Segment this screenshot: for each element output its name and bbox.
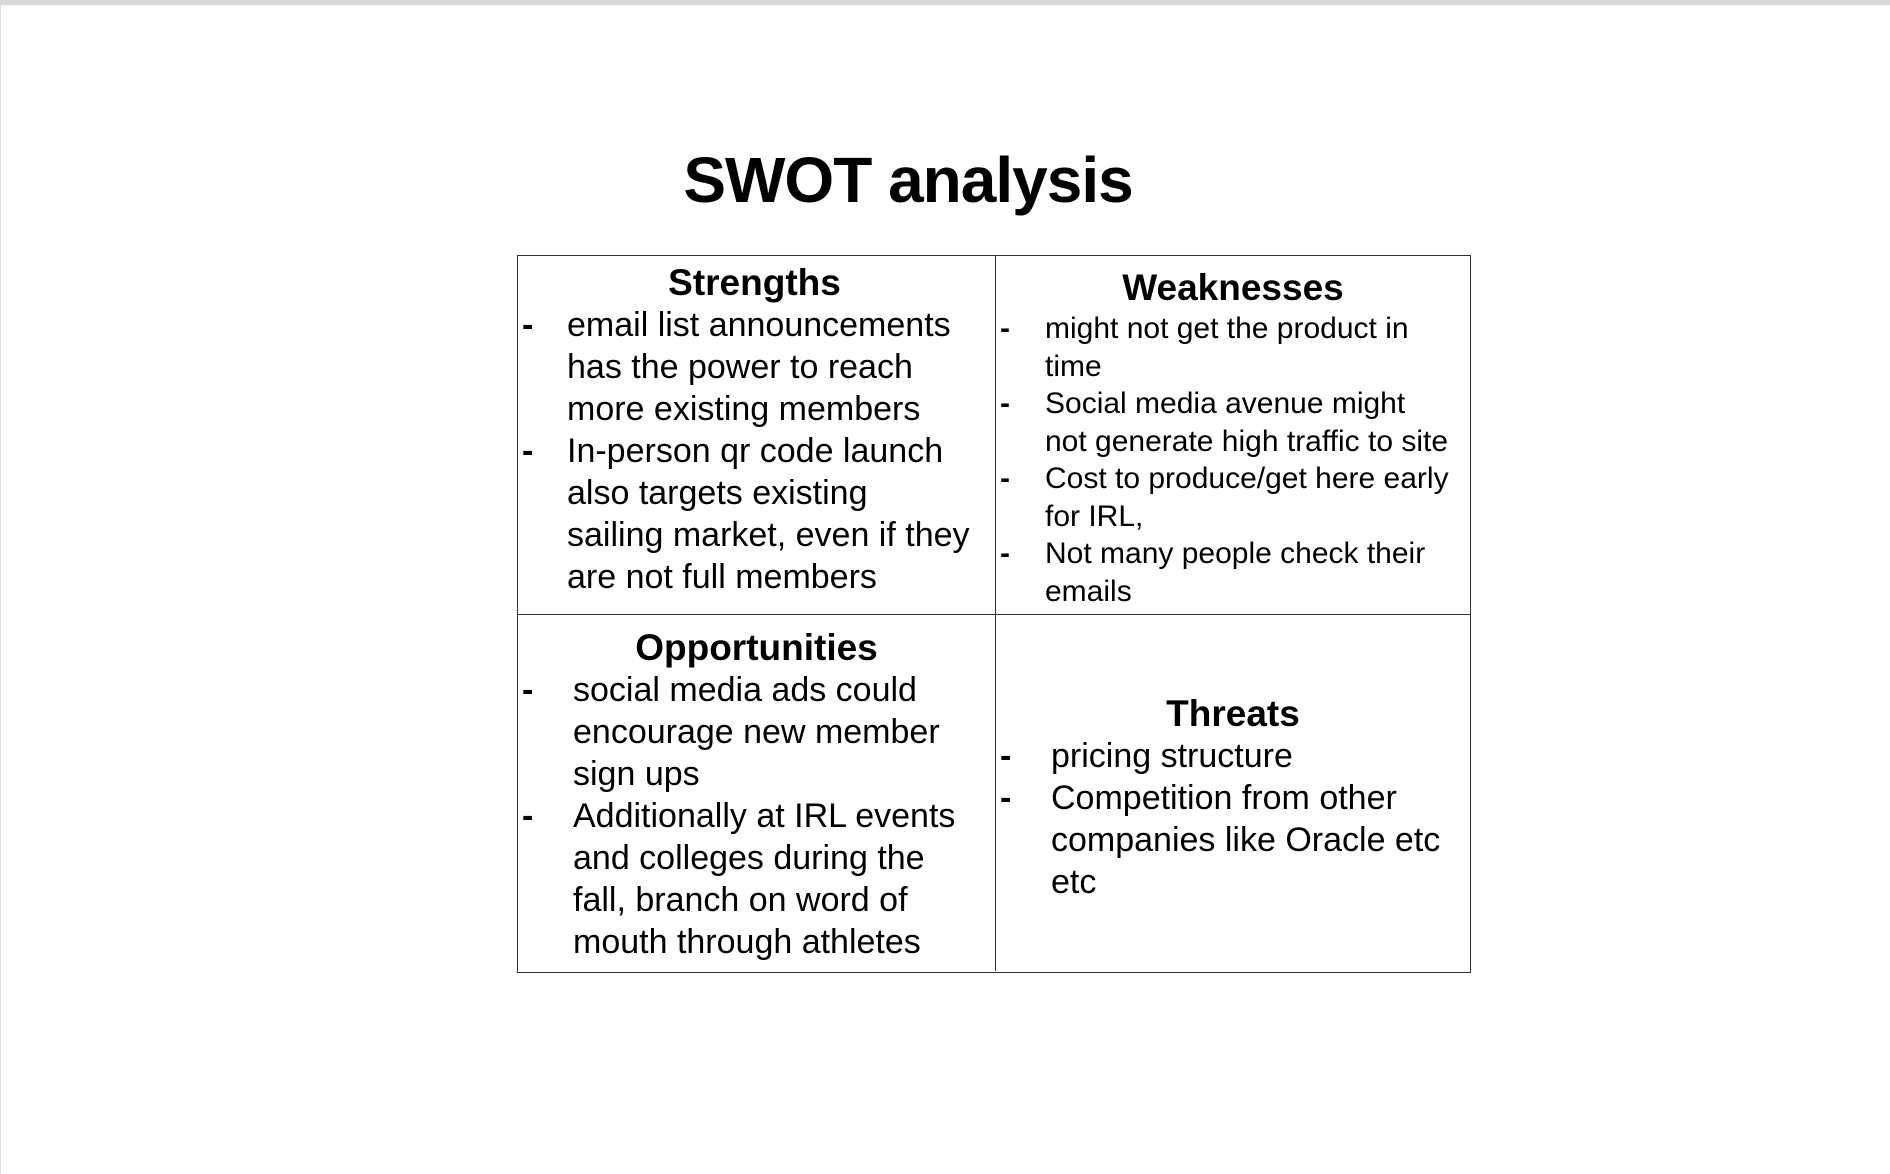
- strengths-heading: Strengths: [668, 262, 841, 303]
- bullet-dash: -: [1000, 737, 1012, 775]
- bullet-dash: -: [1000, 779, 1012, 817]
- bullet-line: for IRL,: [1045, 499, 1144, 533]
- bullet-line: and colleges during the: [573, 839, 925, 877]
- bullet-line: companies like Oracle etc: [1051, 821, 1441, 859]
- weaknesses-heading: Weaknesses: [1122, 267, 1344, 308]
- weaknesses-list: [996, 310, 1470, 610]
- bullet-item: [518, 795, 995, 963]
- strengths-cell: [518, 256, 995, 614]
- bullet-line: has the power to reach: [567, 348, 913, 386]
- bullet-line: also targets existing: [567, 474, 868, 512]
- threats-heading: Threats: [1166, 693, 1300, 734]
- bullet-dash: -: [1000, 387, 1010, 420]
- page-title: SWOT analysis: [683, 144, 1133, 216]
- swot-grid: [517, 255, 1471, 973]
- bullet-line: In-person qr code launch: [567, 432, 944, 470]
- bullet-line: social media ads could: [573, 671, 917, 709]
- threats-list: [996, 735, 1470, 903]
- bullet-dash: -: [1000, 462, 1010, 495]
- bullet-line: might not get the product in: [1045, 312, 1409, 345]
- bullet-item: [996, 735, 1470, 777]
- bullet-line: Not many people check their: [1045, 537, 1426, 570]
- bullet-line: sign ups: [573, 755, 700, 793]
- opportunities-list: [518, 669, 995, 963]
- bullet-item: [996, 777, 1470, 903]
- bullet-line: Competition from other: [1051, 779, 1397, 817]
- bullet-line: Cost to produce/get here early: [1045, 462, 1449, 495]
- bullet-item: [518, 669, 995, 795]
- bullet-line: Social media avenue might: [1045, 387, 1406, 420]
- opportunities-cell: [518, 614, 995, 971]
- bullet-line: Additionally at IRL events: [573, 797, 956, 835]
- strengths-list: [518, 304, 995, 598]
- bullet-item: [518, 304, 995, 430]
- bullet-line: pricing structure: [1051, 737, 1293, 775]
- bullet-line: mouth through athletes: [573, 923, 921, 961]
- bullet-line: email list announcements: [567, 306, 951, 344]
- bullet-dash: -: [522, 797, 534, 835]
- bullet-item: [518, 430, 995, 598]
- bullet-line: emails: [1045, 574, 1132, 608]
- bullet-line: encourage new member: [573, 713, 940, 751]
- bullet-line: fall, branch on word of: [573, 881, 908, 919]
- page-top-border: [0, 0, 1890, 5]
- bullet-item: [996, 385, 1470, 460]
- bullet-dash: -: [1000, 312, 1010, 345]
- bullet-item: [996, 460, 1470, 535]
- bullet-line: etc: [1051, 863, 1097, 901]
- bullet-item: [996, 310, 1470, 385]
- opportunities-heading: Opportunities: [635, 627, 878, 668]
- bullet-line: more existing members: [567, 390, 921, 428]
- weaknesses-cell: [995, 256, 1470, 614]
- bullet-item: [996, 535, 1470, 610]
- bullet-line: not generate high traffic to site: [1045, 424, 1449, 458]
- bullet-dash: -: [522, 306, 534, 344]
- bullet-line: time: [1045, 349, 1102, 383]
- threats-cell: [995, 614, 1470, 971]
- bullet-dash: -: [522, 671, 534, 709]
- bullet-dash: -: [1000, 537, 1010, 570]
- bullet-dash: -: [522, 432, 534, 470]
- bullet-line: sailing market, even if they: [567, 516, 970, 554]
- bullet-line: are not full members: [567, 558, 877, 596]
